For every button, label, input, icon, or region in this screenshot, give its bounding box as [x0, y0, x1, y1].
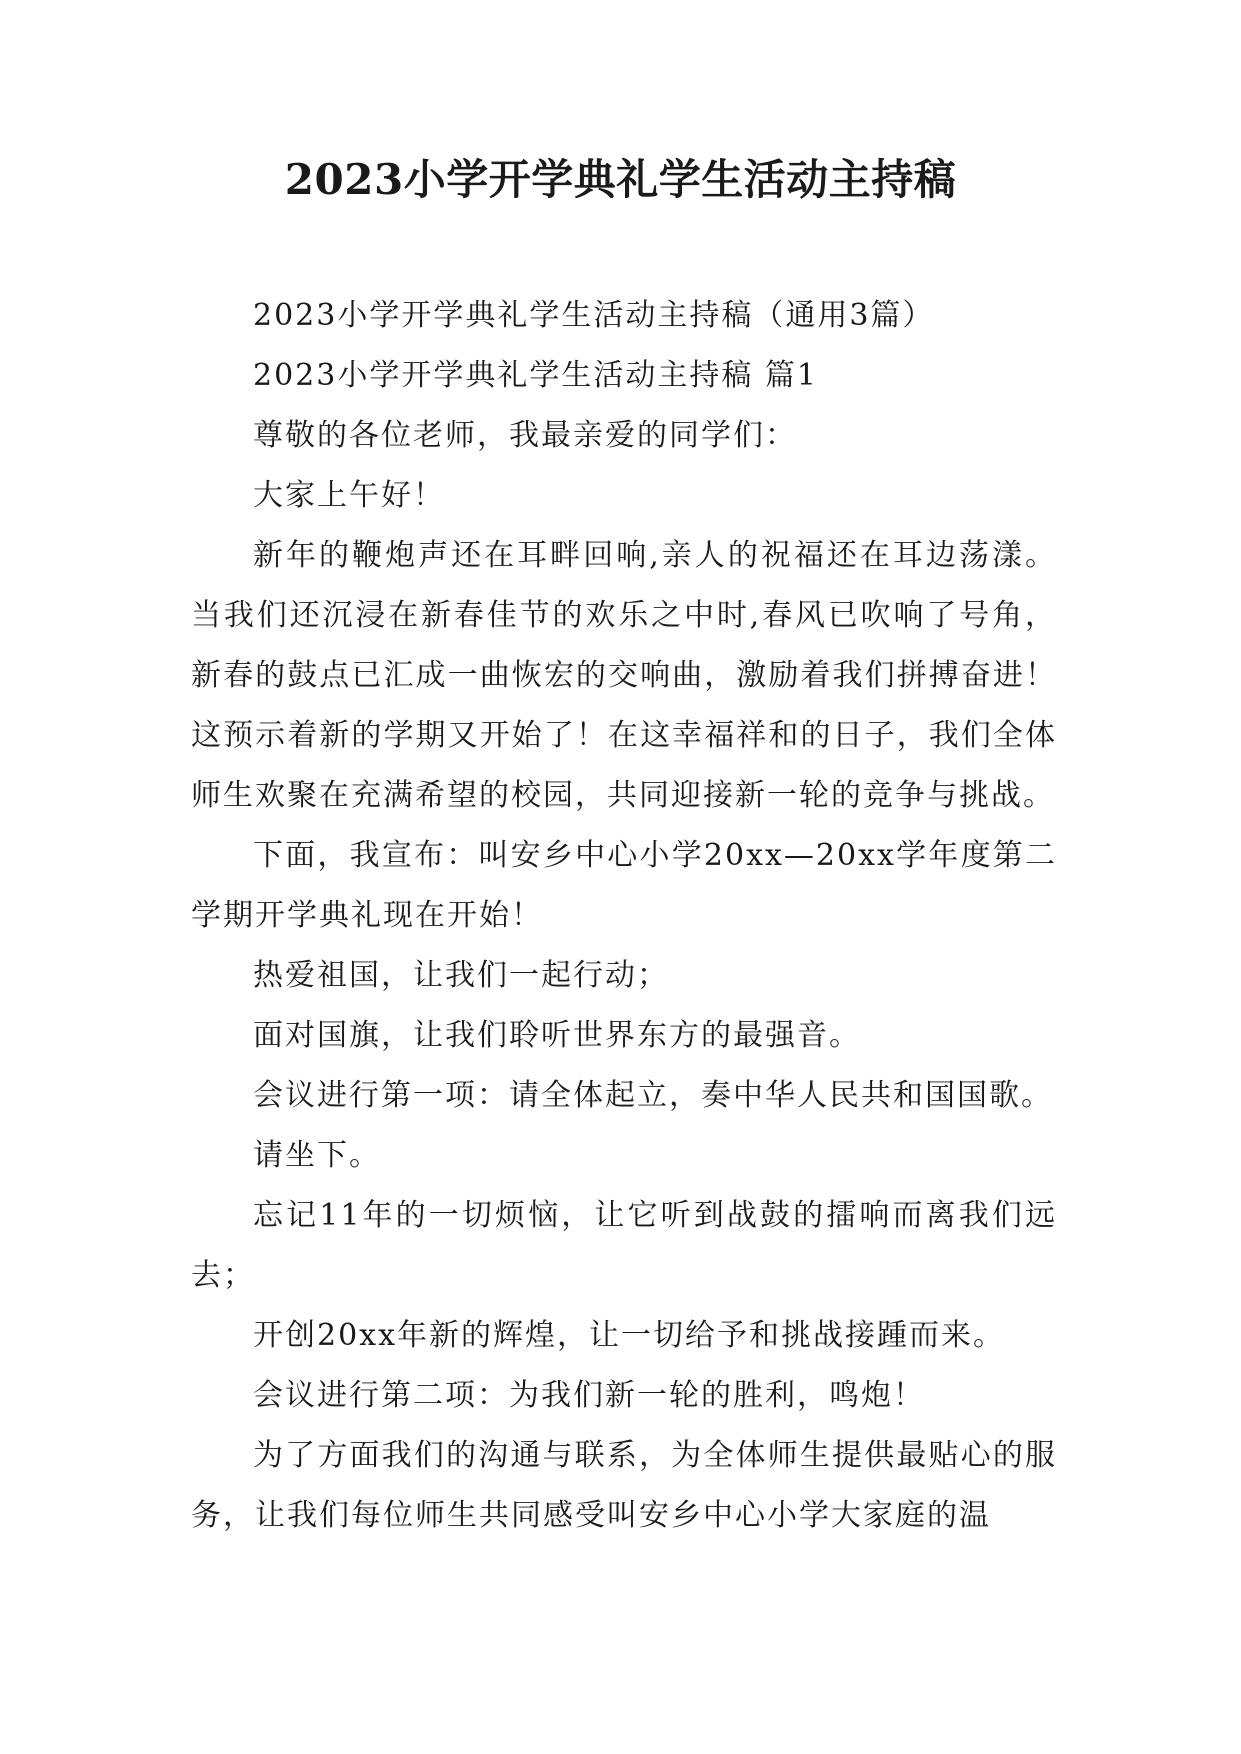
paragraph-section-heading: 2023小学开学典礼学生活动主持稿 篇1 — [253, 358, 818, 393]
paragraph-love-country: 热爱祖国，让我们一起行动； — [253, 958, 669, 993]
document-body — [191, 286, 1057, 1546]
paragraph-forget-worries: 忘记11年的一切烦恼，让它听到战鼓的擂响而离我们远去； — [191, 1198, 1057, 1293]
paragraph-agenda-item-1: 会议进行第一项：请全体起立，奏中华人民共和国国歌。 — [253, 1078, 1053, 1113]
paragraph-subtitle: 2023小学开学典礼学生活动主持稿（通用3篇） — [253, 298, 935, 333]
paragraph-sit-down: 请坐下。 — [253, 1138, 381, 1173]
paragraph-announcement: 下面，我宣布：叫安乡中心小学20xx—20xx学年度第二学期开学典礼现在开始！ — [191, 838, 1057, 933]
paragraph-greeting: 大家上午好！ — [253, 478, 445, 513]
paragraph-communication: 为了方面我们的沟通与联系，为全体师生提供最贴心的服务，让我们每位师生共同感受叫安乡中心小学大家庭的温 — [191, 1438, 1057, 1533]
document-title: 2023小学开学典礼学生活动主持稿 — [284, 155, 957, 204]
paragraph-agenda-item-2: 会议进行第二项：为我们新一轮的胜利，鸣炮！ — [253, 1378, 925, 1413]
paragraph-salutation: 尊敬的各位老师，我最亲爱的同学们： — [253, 418, 797, 453]
paragraph-face-flag: 面对国旗，让我们聆听世界东方的最强音。 — [253, 1018, 861, 1053]
paragraph-opening: 新年的鞭炮声还在耳畔回响,亲人的祝福还在耳边荡漾。当我们还沉浸在新春佳节的欢乐之中时,春风已吹响了号角，新春的鼓点已汇成一曲恢宏的交响曲，激励着我们拼搏奋进！这预示着新的学期又开始了！在这幸福祥和的日子，我们全体师生欢聚在充满希望的校园，共同迎接新一轮的竞争与挑战。 — [191, 538, 1057, 813]
paragraph-new-glory: 开创20xx年新的辉煌，让一切给予和挑战接踵而来。 — [253, 1318, 1006, 1353]
